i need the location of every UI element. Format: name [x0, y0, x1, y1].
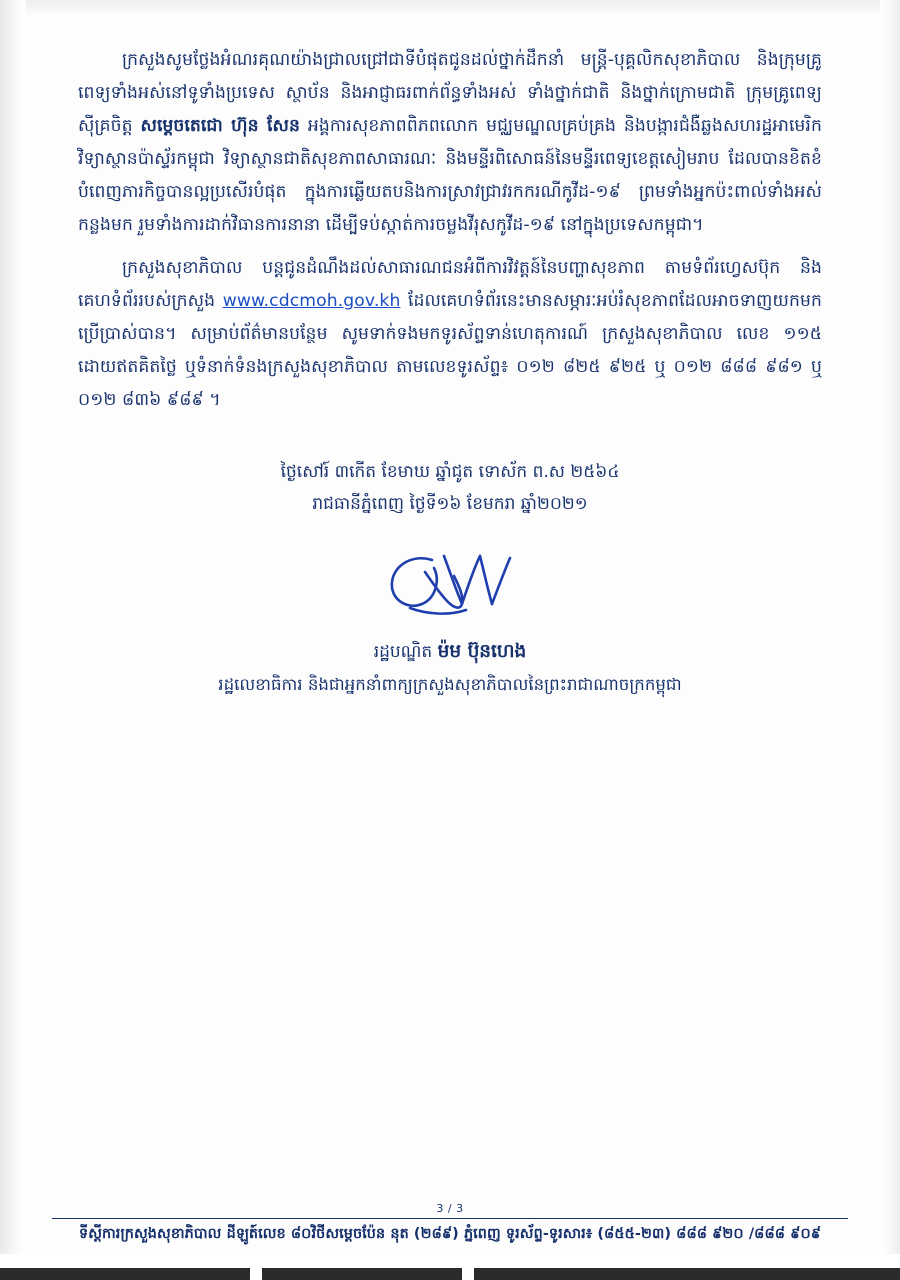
paragraph-acknowledgement-part2: អង្គការសុខភាពពិភពលោក មជ្ឈមណ្ឌលគ្រប់គ្រង និងបង្ការជំងឺឆ្លងសហរដ្ឋអាមេរិក វិទ្យាស្ថានប៉ាស្ទ័រកម្ពុជា វិទ្យាស្ថានជាតិសុខភាពសាធារណៈ និងមន្ទីរពិសោធន៍នៃមន្ទីរពេទ្យខេត្តសៀមរាប ដែលបានខិតខំបំពេញភារកិច្ចបានល្អប្រសើរបំផុត ក្នុងការឆ្លើយតបនិងការស្រាវជ្រាវរកករណីកូវីដ-១៩ ព្រមទាំងអ្នកប៉ះពាល់ទាំងអស់កន្លងមក រួមទាំងការដាក់វិធានការនានា ដើម្បីទប់ស្កាត់ការចម្លងវីរុសកូវីដ-១៩ នៅក្នុងប្រទេសកម្ពុជា។: [78, 116, 822, 236]
scan-edge-right: [880, 0, 900, 1280]
paragraph-contact-part2: ដែលគេហទំព័រនេះមានសម្ភារៈអប់រំសុខភាពដែលអាចទាញយកមកប្រើប្រាស់បាន។ សម្រាប់ព័ត៌មានបន្ថែម សូមទាក់ទងមកទូរស័ព្ទទាន់ហេតុការណ៍ ក្រសួងសុខាភិបាល លេខ ១១៥ ដោយឥតគិតថ្លៃ ឬទំនាក់ទំនងក្រសួងសុខាភិបាល តាមលេខទូរស័ព្ទ៖ ០១២ ៨២៥ ៩២៥ ឬ ០១២ ៨៨៨ ៩៨១ ឬ ០១២ ៨៣៦ ៩៨៩ ។: [78, 291, 823, 411]
page-number: 3 / 3: [436, 1202, 464, 1215]
date-gregorian: រាជធានីភ្នំពេញ ថ្ងៃទី១៦ ខែមករា ឆ្នាំ២០២១: [312, 493, 588, 514]
footer-address: ទីស្តីការក្រសួងសុខាភិបាល ដីឡូត៍លេខ ៨០វិថីសម្តេចប៉ែន នុត (២៨៩) ភ្នំពេញ ទូរស័ព្ទ-ទូរសារ៖ (៨៥៥-២៣) ៨៨៨ ៩២០ /៨៨៨ ៩០៩: [78, 1226, 822, 1242]
date-buddhist: ថ្ងៃសៅរ៍ ៣កើត ខែមាឃ ឆ្នាំជូត ទោស័ក ព.ស ២៥៦៤: [280, 462, 620, 483]
paragraph-contact-info: [78, 252, 822, 417]
cdcmoh-website-link[interactable]: www.cdcmoh.gov.kh: [222, 291, 401, 312]
signer-title-prefix: រដ្ឋបណ្ឌិត: [373, 642, 433, 663]
handwritten-signature-icon: [370, 538, 530, 628]
scan-edge-top: [0, 0, 900, 18]
signer-name: ម៉ម ប៊ុនហេង: [437, 641, 527, 663]
signer-role: រដ្ឋលេខាធិការ និងជាអ្នកនាំពាក្យក្រសួងសុខាភិបាលនៃព្រះរាជាណាចក្រកម្ពុជា: [218, 675, 682, 695]
scan-edge-left: [0, 0, 26, 1280]
signer-block: [78, 634, 822, 701]
page-footer: [52, 1202, 848, 1246]
document-body: [78, 44, 822, 701]
scan-bottom-band: [0, 1254, 900, 1280]
date-block: [78, 457, 822, 520]
paragraph-acknowledgement-part1: ក្រសួងសូមថ្លែងអំណរគុណយ៉ាងជ្រាលជ្រៅជាទីបំផុតជូនដល់ថ្នាក់ដឹកនាំ មន្ត្រី-បុគ្គលិកសុខាភិបាល និងក្រុមគ្រូពេទ្យទាំងអស់នៅទូទាំងប្រទេស ស្ថាប័ន និងអាជ្ញាធរពាក់ព័ន្ធទាំងអស់ ទាំងថ្នាក់ជាតិ និងថ្នាក់ក្រោមជាតិ ក្រុមគ្រូពេទ្យស៊ីគ្រចិត្ត: [78, 50, 822, 137]
signature-area: [78, 538, 822, 630]
highlighted-name: សម្តេចតេជោ ហ៊ុន សែន: [140, 116, 300, 137]
signer-name-line: [78, 634, 822, 669]
paragraph-contact-part1: ក្រសួងសុខាភិបាល បន្តជូនដំណឹងដល់សាធារណជនអំពីការវិវត្តន៍នៃបញ្ហាសុខភាព តាមទំព័រហ្វេសប៊ុក និងគេហទំព័ររបស់ក្រសួង: [78, 258, 822, 312]
footer-divider: [52, 1218, 848, 1219]
paragraph-acknowledgement: [78, 44, 822, 242]
